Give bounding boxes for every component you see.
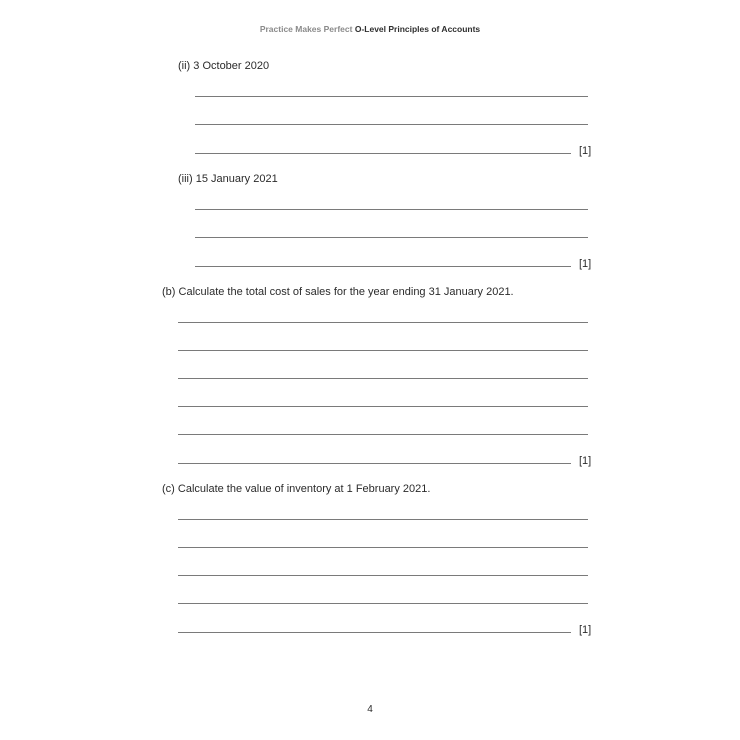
question-b — [162, 286, 514, 298]
header-brand: Practice Makes Perfect — [259, 24, 353, 34]
question-number: (c) — [162, 483, 175, 495]
answer-line — [178, 463, 571, 464]
page-header — [0, 24, 740, 34]
answer-line — [178, 406, 588, 407]
header-title: O-Level Principles of Accounts — [354, 24, 481, 34]
mark-allocation: [1] — [579, 624, 592, 636]
answer-line — [195, 209, 588, 210]
question-a-iii — [178, 173, 278, 185]
question-number: (iii) — [178, 173, 193, 185]
answer-line — [178, 434, 588, 435]
answer-line — [178, 322, 588, 323]
answer-line — [195, 124, 588, 125]
question-number: (b) — [162, 286, 176, 298]
mark-allocation: [1] — [579, 258, 592, 270]
mark-allocation: [1] — [579, 455, 592, 467]
question-text: 3 October 2020 — [193, 60, 270, 72]
question-a-ii — [178, 60, 269, 72]
answer-line — [178, 603, 588, 604]
answer-line — [195, 153, 571, 154]
answer-line — [195, 266, 571, 267]
question-text: 15 January 2021 — [195, 173, 278, 185]
answer-line — [195, 237, 588, 238]
answer-line — [178, 547, 588, 548]
question-c — [162, 483, 430, 495]
answer-line — [178, 519, 588, 520]
answer-line — [178, 575, 588, 576]
answer-line — [178, 350, 588, 351]
question-text: Calculate the total cost of sales for the year ending 31 January 2021. — [178, 286, 514, 298]
question-text: Calculate the value of inventory at 1 February 2021. — [177, 483, 431, 495]
answer-line — [195, 96, 588, 97]
answer-line — [178, 378, 588, 379]
question-number: (ii) — [178, 60, 191, 72]
page-number: 4 — [367, 704, 373, 715]
answer-line — [178, 632, 571, 633]
mark-allocation: [1] — [579, 145, 592, 157]
